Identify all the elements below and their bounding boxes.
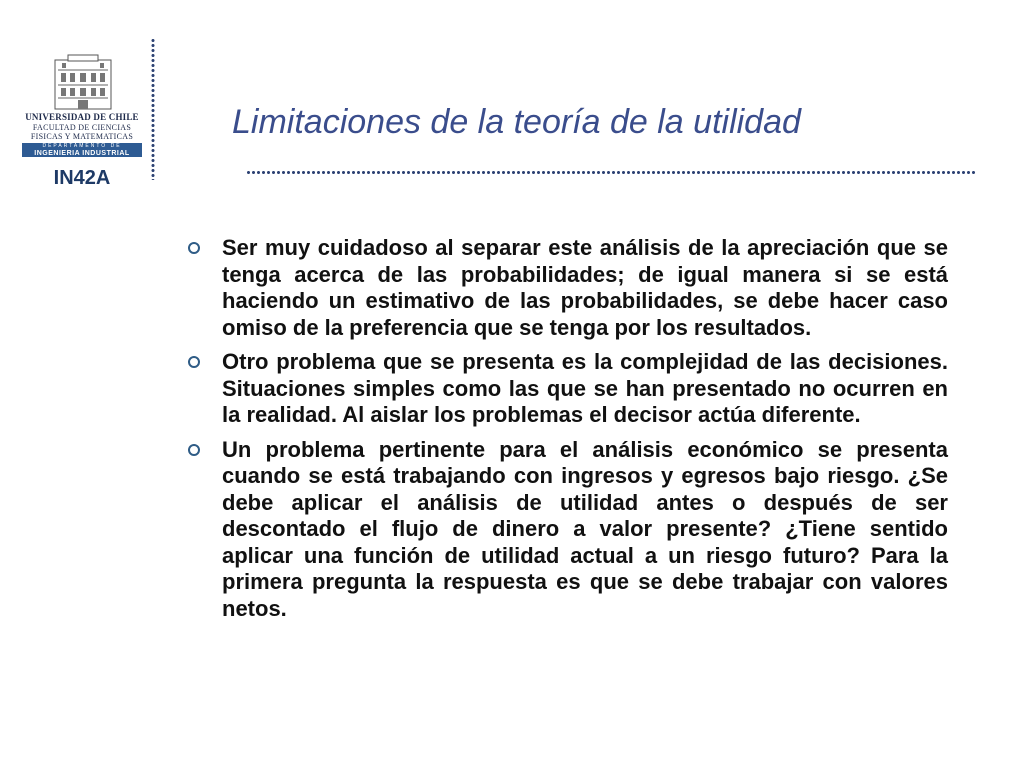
bullet-item <box>186 349 948 429</box>
vertical-dotted-divider <box>151 38 155 180</box>
bullet-ring-icon <box>188 356 200 368</box>
department-banner <box>22 143 142 157</box>
slide-title: Limitaciones de la teoría de la utilidad <box>232 103 801 141</box>
bullet-item <box>186 235 948 341</box>
university-building-icon <box>54 54 112 110</box>
department-label: DEPARTAMENTO DE <box>42 143 122 149</box>
bullet-text: Otro problema que se presenta es la complejidad de las decisiones. Situaciones simples como las que se han presentado no ocurren en la realidad. Al aislar los problemas el decisor actúa diferente. <box>222 349 948 427</box>
faculty-line-1: FACULTAD DE CIENCIAS <box>32 123 132 132</box>
bullet-item <box>186 437 948 623</box>
bullet-text: Ser muy cuidadoso al separar este análisis de la apreciación que se tenga acerca de las probabilidades; de igual manera si se está haciendo un estimativo de las probabilidades, se debe hacer caso omiso de la preferencia que se tenga por los resultados. <box>222 235 948 340</box>
bullet-ring-icon <box>188 242 200 254</box>
university-name: UNIVERSIDAD DE CHILE <box>25 112 139 122</box>
bullet-ring-icon <box>188 444 200 456</box>
department-name: INGENIERIA INDUSTRIAL <box>34 150 130 157</box>
bullet-list <box>186 235 948 630</box>
title-dotted-underline <box>246 170 976 175</box>
bullet-text: Un problema pertinente para el análisis económico se presenta cuando se está trabajando con ingresos y egresos bajo riesgo. ¿Se debe aplicar el análisis de utilidad antes o después de ser descontado el flujo de dinero a valor presente? ¿Tiene sentido aplicar una función de utilidad actual a un riesgo futuro? Para la primera pregunta la respuesta es que se debe trabajar con valores netos. <box>222 436 948 621</box>
course-code: IN42A <box>53 167 111 189</box>
faculty-line-2: FISICAS Y MATEMATICAS <box>30 132 134 141</box>
